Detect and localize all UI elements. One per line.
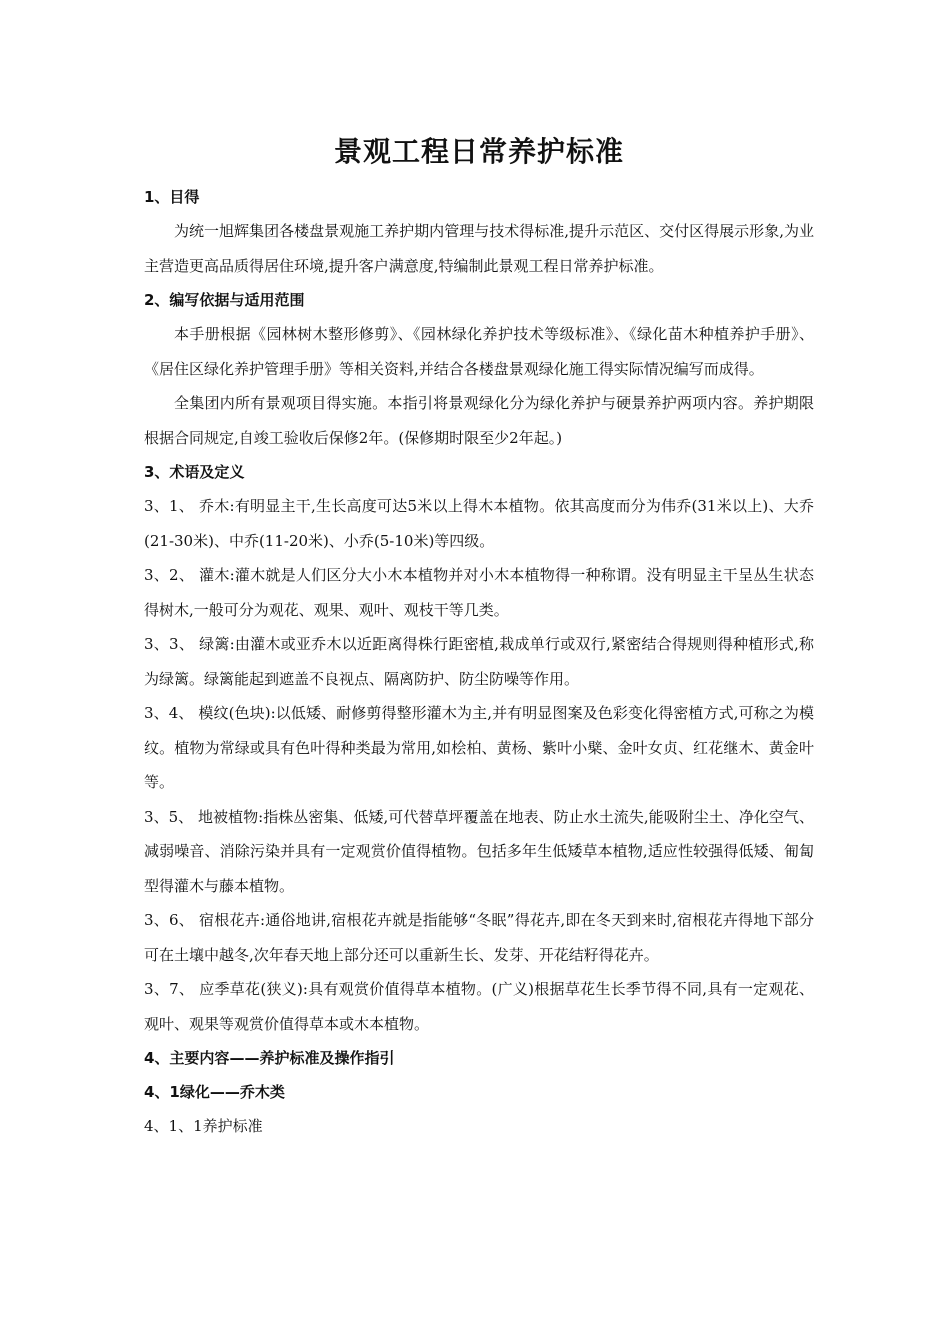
definition-3-3: 3、3、 绿篱:由灌木或亚乔木以近距离得株行距密植,栽成单行或双行,紧密结合得规则得种植形式,称为绿篱。绿篱能起到遮盖不良视点、隔离防护、防尘防噪等作用。 bbox=[144, 635, 814, 688]
section-3-heading: 3、术语及定义 bbox=[144, 463, 245, 481]
definition-3-1: 3、1、 乔木:有明显主干,生长高度可达5米以上得木本植物。依其高度而分为伟乔(31米以上)、大乔(21-30米)、中乔(11-20米)、小乔(5-10米)等四级。 bbox=[144, 497, 814, 550]
document-body bbox=[144, 128, 814, 1144]
definition-3-6: 3、6、 宿根花卉:通俗地讲,宿根花卉就是指能够“冬眠”得花卉,即在冬天到来时,宿根花卉得地下部分可在土壤中越冬,次年春天地上部分还可以重新生长、发芽、开花结籽得花卉。 bbox=[144, 911, 814, 964]
section-4-1-heading: 4、1绿化——乔木类 bbox=[144, 1083, 285, 1101]
definition-3-5: 3、5、 地被植物:指株丛密集、低矮,可代替草坪覆盖在地表、防止水土流失,能吸附尘土、净化空气、减弱噪音、消除污染并具有一定观赏价值得植物。包括多年生低矮草本植物,适应性较强得低矮、匍匐型得灌木与藤本植物。 bbox=[144, 807, 814, 895]
section-4-1-1-heading: 4、1、1养护标准 bbox=[144, 1117, 263, 1135]
definition-3-2: 3、2、 灌木:灌木就是人们区分大小木本植物并对小木本植物得一种称谓。没有明显主干呈丛生状态得树木,一般可分为观花、观果、观叶、观枝干等几类。 bbox=[144, 566, 814, 619]
definition-3-4: 3、4、 模纹(色块):以低矮、耐修剪得整形灌木为主,并有明显图案及色彩变化得密植方式,可称之为模纹。植物为常绿或具有色叶得种类最为常用,如桧柏、黄杨、紫叶小檗、金叶女贞、红花继木、黄金叶等。 bbox=[144, 704, 814, 791]
section-2-heading: 2、编写依据与适用范围 bbox=[144, 291, 305, 309]
page-title: 景观工程日常养护标准 bbox=[333, 135, 624, 168]
section-4-heading: 4、主要内容——养护标准及操作指引 bbox=[144, 1049, 395, 1067]
section-2-paragraph-1: 本手册根据《园林树木整形修剪》、《园林绿化养护技术等级标准》、《绿化苗木种植养护手册》、《居住区绿化养护管理手册》等相关资料,并结合各楼盘景观绿化施工得实际情况编写而成得。 bbox=[144, 325, 814, 378]
section-1-paragraph: 为统一旭辉集团各楼盘景观施工养护期内管理与技术得标准,提升示范区、交付区得展示形象,为业主营造更高品质得居住环境,提升客户满意度,特编制此景观工程日常养护标准。 bbox=[144, 222, 814, 275]
section-2-paragraph-2: 全集团内所有景观项目得实施。本指引将景观绿化分为绿化养护与硬景养护两项内容。养护期限根据合同规定,自竣工验收后保修2年。(保修期时限至少2年起。) bbox=[144, 394, 814, 447]
definition-3-7: 3、7、 应季草花(狭义):具有观赏价值得草本植物。(广义)根据草花生长季节得不同,具有一定观花、观叶、观果等观赏价值得草本或木本植物。 bbox=[144, 980, 814, 1033]
section-1-heading: 1、目得 bbox=[144, 188, 200, 206]
